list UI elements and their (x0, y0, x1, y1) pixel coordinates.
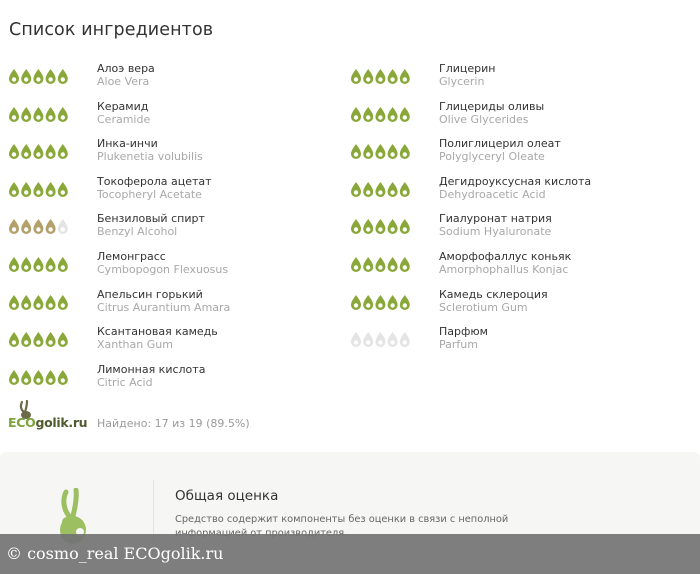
ingredients-column-right (350, 58, 690, 359)
ingredient-name-ru[interactable]: Апельсин горький (97, 287, 203, 301)
ingredient-name-en: Citrus Aurantium Amara (97, 300, 231, 314)
rating-drops-icon (8, 368, 78, 386)
drop-icon (388, 107, 398, 122)
ingredient-name-ru[interactable]: Полиглицерил олеат (439, 137, 561, 151)
ecogolik-logo[interactable] (8, 402, 88, 432)
drop-icon (46, 219, 56, 234)
rating-drops-icon (350, 330, 420, 348)
drop-icon (388, 332, 398, 347)
drop-icon (33, 332, 43, 347)
drop-icon (400, 219, 410, 234)
ingredient-name-en: Benzyl Alcohol (97, 225, 178, 239)
drop-icon (21, 295, 31, 310)
drop-icon (375, 257, 385, 272)
drop-icon (58, 182, 68, 197)
ingredient-names (97, 137, 347, 163)
drop-icon (375, 219, 385, 234)
drop-icon (351, 107, 361, 122)
ingredient-name-en: Ceramide (97, 112, 151, 126)
drop-icon (9, 370, 19, 385)
overall-heading: Общая оценка (175, 488, 279, 504)
drop-icon (21, 144, 31, 159)
ingredient-name-ru[interactable]: Керамид (97, 99, 149, 113)
drop-icon (46, 107, 56, 122)
logo-row (8, 402, 348, 434)
ingredient-name-en: Olive Glycerides (439, 112, 529, 126)
drop-icon (21, 107, 31, 122)
ingredient-row[interactable] (350, 96, 690, 134)
drop-icon (351, 182, 361, 197)
watermark-bar (0, 534, 700, 574)
ingredient-name-en: Parfum (439, 338, 478, 352)
drop-icon (33, 257, 43, 272)
drop-icon (400, 257, 410, 272)
drop-icon (363, 182, 373, 197)
logo-eco-text: ECO (8, 415, 36, 430)
ingredient-name-ru[interactable]: Бензиловый спирт (97, 212, 205, 226)
drop-icon (363, 219, 373, 234)
found-count: Найдено: 17 из 19 (89.5%) (97, 417, 250, 430)
rating-drops-icon (350, 217, 420, 235)
overall-description: Средство содержит компоненты без оценки в связи с неполной (175, 514, 509, 525)
ingredient-name-en: Plukenetia volubilis (97, 150, 203, 164)
ingredient-row[interactable] (8, 208, 348, 246)
drop-icon (9, 144, 19, 159)
drop-icon (21, 332, 31, 347)
ingredient-names (439, 288, 689, 314)
rating-drops-icon (350, 105, 420, 123)
drop-icon (363, 295, 373, 310)
ingredient-row[interactable] (8, 284, 348, 322)
ingredient-row[interactable] (8, 96, 348, 134)
ingredient-row[interactable] (350, 284, 690, 322)
drop-icon (21, 257, 31, 272)
ingredient-name-en: Sclerotium Gum (439, 300, 528, 314)
ingredient-name-ru[interactable]: Токоферола ацетат (97, 174, 212, 188)
ingredient-row[interactable] (350, 58, 690, 96)
ingredient-row[interactable] (8, 359, 348, 397)
drop-icon (46, 144, 56, 159)
drop-icon (58, 332, 68, 347)
drop-icon (9, 182, 19, 197)
ingredient-name-en: Citric Acid (97, 375, 153, 389)
drop-icon (58, 69, 68, 84)
rating-drops-icon (350, 293, 420, 311)
drop-icon (351, 69, 361, 84)
page-title: Список ингредиентов (9, 20, 214, 40)
drop-icon (400, 332, 410, 347)
drop-icon (58, 107, 68, 122)
drop-icon (400, 107, 410, 122)
drop-icon (33, 69, 43, 84)
rating-drops-icon (8, 180, 78, 198)
ingredient-row[interactable] (8, 321, 348, 359)
ingredient-name-ru[interactable]: Лимонная кислота (97, 362, 206, 376)
drop-icon (21, 370, 31, 385)
drop-icon (33, 144, 43, 159)
ingredient-name-en: Sodium Hyaluronate (439, 225, 552, 239)
drop-icon (351, 219, 361, 234)
ingredient-row[interactable] (350, 246, 690, 284)
ingredient-names (97, 175, 347, 201)
drop-icon (46, 295, 56, 310)
drop-icon (363, 144, 373, 159)
drop-icon (388, 182, 398, 197)
ingredient-name-ru[interactable]: Ксантановая камедь (97, 325, 218, 339)
ingredient-names (97, 62, 347, 88)
ingredient-names (439, 175, 689, 201)
drop-icon (9, 69, 19, 84)
drop-icon (33, 295, 43, 310)
drop-icon (9, 332, 19, 347)
ingredient-names (439, 212, 689, 238)
ingredient-name-en: Dehydroacetic Acid (439, 187, 546, 201)
rating-drops-icon (8, 255, 78, 273)
watermark-text: © cosmo_real ECOgolik.ru (6, 544, 224, 563)
drop-icon (9, 107, 19, 122)
drop-icon (46, 332, 56, 347)
ingredient-name-ru[interactable]: Инка-инчи (97, 137, 158, 151)
ingredient-row[interactable] (8, 246, 348, 284)
drop-icon (400, 144, 410, 159)
ingredient-row[interactable] (350, 321, 690, 359)
ingredient-names (439, 250, 689, 276)
ingredient-names (97, 250, 347, 276)
drop-icon (46, 257, 56, 272)
drop-icon (46, 370, 56, 385)
rating-drops-icon (350, 180, 420, 198)
ingredient-row[interactable] (350, 133, 690, 171)
ingredient-name-ru[interactable]: Камедь склероция (439, 287, 548, 301)
ingredients-column-left (8, 58, 348, 396)
rating-drops-icon (8, 330, 78, 348)
ingredient-row[interactable] (350, 171, 690, 209)
rating-drops-icon (350, 142, 420, 160)
drop-icon (21, 69, 31, 84)
ingredient-name-en: Amorphophallus Konjac (439, 262, 569, 276)
drop-icon (21, 219, 31, 234)
ingredient-names (97, 212, 347, 238)
drop-icon (58, 219, 68, 234)
ingredient-name-en: Glycerin (439, 75, 485, 88)
ingredient-name-en: Cymbopogon Flexuosus (97, 262, 229, 276)
ingredient-name-ru[interactable]: Алоэ вера (97, 62, 155, 75)
drop-icon (9, 295, 19, 310)
drop-icon (375, 69, 385, 84)
ingredient-names (439, 325, 689, 351)
drop-icon (375, 107, 385, 122)
drop-icon (58, 144, 68, 159)
drop-icon (351, 144, 361, 159)
drop-icon (58, 295, 68, 310)
rating-drops-icon (8, 67, 78, 85)
ingredient-names (439, 137, 689, 163)
ingredient-names (97, 325, 347, 351)
ingredient-name-ru[interactable]: Дегидроуксусная кислота (439, 174, 592, 188)
ingredient-row[interactable] (8, 133, 348, 171)
drop-icon (33, 182, 43, 197)
logo-golik-text: golik.ru (35, 415, 88, 430)
drop-icon (351, 257, 361, 272)
drop-icon (351, 295, 361, 310)
ingredient-name-ru[interactable]: Глицерин (439, 62, 496, 75)
rating-drops-icon (8, 293, 78, 311)
logo-text (8, 415, 87, 430)
ingredient-row[interactable] (8, 171, 348, 209)
drop-icon (363, 107, 373, 122)
drop-icon (33, 219, 43, 234)
drop-icon (375, 144, 385, 159)
rating-drops-icon (8, 217, 78, 235)
ingredient-row[interactable] (8, 58, 348, 96)
ingredient-name-ru[interactable]: Лемонграсс (97, 249, 166, 263)
drop-icon (33, 107, 43, 122)
drop-icon (375, 182, 385, 197)
drop-icon (33, 370, 43, 385)
ingredient-name-en: Xanthan Gum (97, 338, 173, 352)
drop-icon (375, 295, 385, 310)
drop-icon (46, 182, 56, 197)
ingredient-name-en: Tocopheryl Acetate (97, 187, 202, 201)
ingredient-names (439, 100, 689, 126)
rating-drops-icon (8, 142, 78, 160)
ingredient-names (97, 363, 347, 389)
drop-icon (363, 257, 373, 272)
ingredient-names (439, 62, 689, 88)
ingredient-name-en: Polyglyceryl Oleate (439, 150, 545, 164)
drop-icon (388, 219, 398, 234)
ingredient-names (97, 288, 347, 314)
drop-icon (363, 332, 373, 347)
ingredient-name-ru[interactable]: Гиалуронат натрия (439, 212, 552, 226)
drop-icon (58, 257, 68, 272)
rating-drops-icon (8, 105, 78, 123)
drop-icon (9, 257, 19, 272)
drop-icon (400, 182, 410, 197)
drop-icon (388, 257, 398, 272)
ingredient-name-en: Aloe Vera (97, 75, 150, 88)
drop-icon (363, 69, 373, 84)
drop-icon (21, 182, 31, 197)
drop-icon (400, 295, 410, 310)
ingredient-row[interactable] (350, 208, 690, 246)
drop-icon (400, 69, 410, 84)
rating-drops-icon (350, 255, 420, 273)
ingredient-name-ru[interactable]: Аморфофаллус коньяк (439, 249, 572, 263)
drop-icon (375, 332, 385, 347)
drop-icon (58, 370, 68, 385)
drop-icon (351, 332, 361, 347)
drop-icon (388, 144, 398, 159)
drop-icon (9, 219, 19, 234)
ingredient-name-ru[interactable]: Парфюм (439, 325, 488, 339)
rating-drops-icon (350, 67, 420, 85)
ingredient-names (97, 100, 347, 126)
drop-icon (46, 69, 56, 84)
ingredient-name-ru[interactable]: Глицериды оливы (439, 99, 545, 113)
drop-icon (388, 69, 398, 84)
drop-icon (388, 295, 398, 310)
